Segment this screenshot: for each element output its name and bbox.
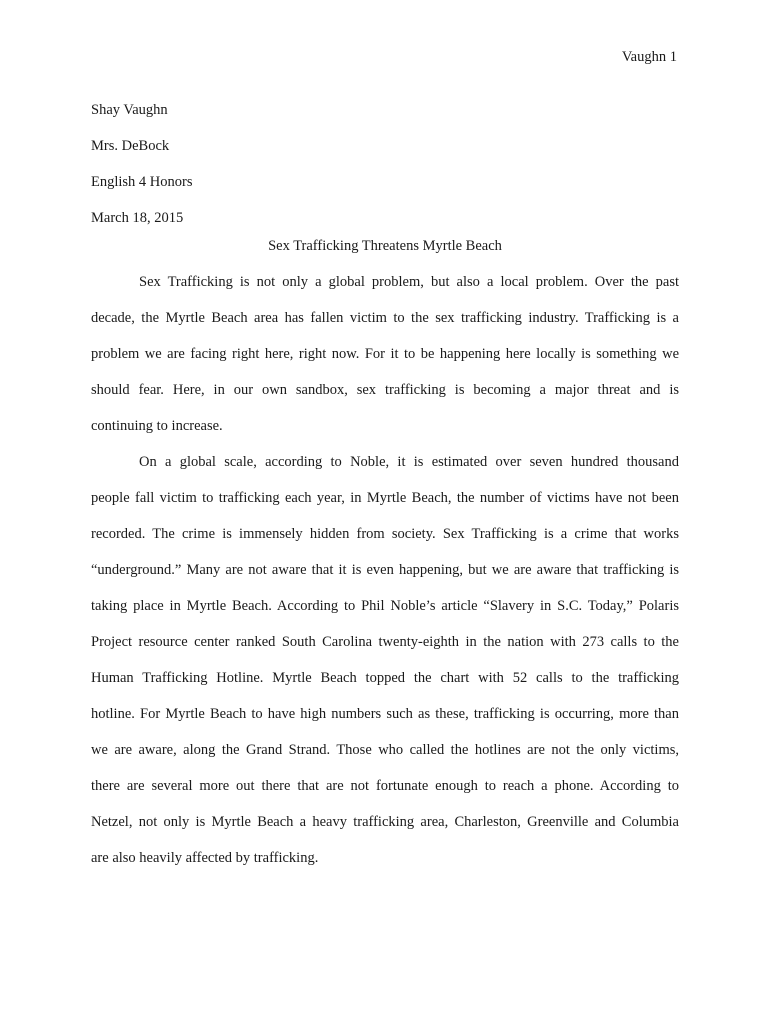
- paragraph-2-line: are also heavily affected by trafficking.: [91, 850, 319, 866]
- course-name: English 4 Honors: [91, 174, 193, 190]
- instructor-name: Mrs. DeBock: [91, 138, 170, 154]
- paragraph-2-line: Project resource center ranked South Carolina twenty-eighth in the nation with 273 calls to the: [91, 634, 679, 650]
- paragraph-1-line: decade, the Myrtle Beach area has fallen victim to the sex trafficking industry. Trafficking is a: [91, 310, 679, 326]
- essay-title: Sex Trafficking Threatens Myrtle Beach: [268, 238, 502, 254]
- paragraph-1-line: continuing to increase.: [91, 418, 223, 434]
- running-header-page-number: Vaughn 1: [621, 49, 677, 65]
- mla-heading: [91, 92, 681, 236]
- essay-body: [91, 264, 679, 876]
- paragraph-2-line: hotline. For Myrtle Beach to have high numbers such as these, trafficking is occurring, more than: [91, 706, 679, 722]
- author-name: Shay Vaughn: [91, 102, 168, 118]
- paragraph-1-line: problem we are facing right here, right now. For it to be happening here locally is something we: [91, 346, 679, 362]
- paragraph-2-line: there are several more out there that are not fortunate enough to reach a phone. According to: [91, 778, 679, 794]
- paragraph-1-line: should fear. Here, in our own sandbox, sex trafficking is becoming a major threat and is: [91, 382, 679, 398]
- paragraph-2-line: Human Trafficking Hotline. Myrtle Beach topped the chart with 52 calls to the trafficking: [91, 670, 679, 686]
- paragraph-2-line: Netzel, not only is Myrtle Beach a heavy trafficking area, Charleston, Greenville and Columbia: [91, 814, 679, 830]
- paragraph-2-line: recorded. The crime is immensely hidden from society. Sex Trafficking is a crime that works: [91, 526, 679, 542]
- paragraph-2-line: “underground.” Many are not aware that it is even happening, but we are aware that trafficking is: [91, 562, 679, 578]
- paragraph-2-line: taking place in Myrtle Beach. According to Phil Noble’s article “Slavery in S.C. Today,” Polaris: [91, 598, 679, 614]
- paragraph-2-line: we are aware, along the Grand Strand. Those who called the hotlines are not the only victims,: [91, 742, 679, 758]
- paragraph-1-line: Sex Trafficking is not only a global problem, but also a local problem. Over the past: [139, 274, 679, 290]
- paragraph-2-line: On a global scale, according to Noble, it is estimated over seven hundred thousand: [139, 454, 679, 470]
- date: March 18, 2015: [91, 210, 184, 226]
- paragraph-2-line: people fall victim to trafficking each year, in Myrtle Beach, the number of victims have not been: [91, 490, 679, 506]
